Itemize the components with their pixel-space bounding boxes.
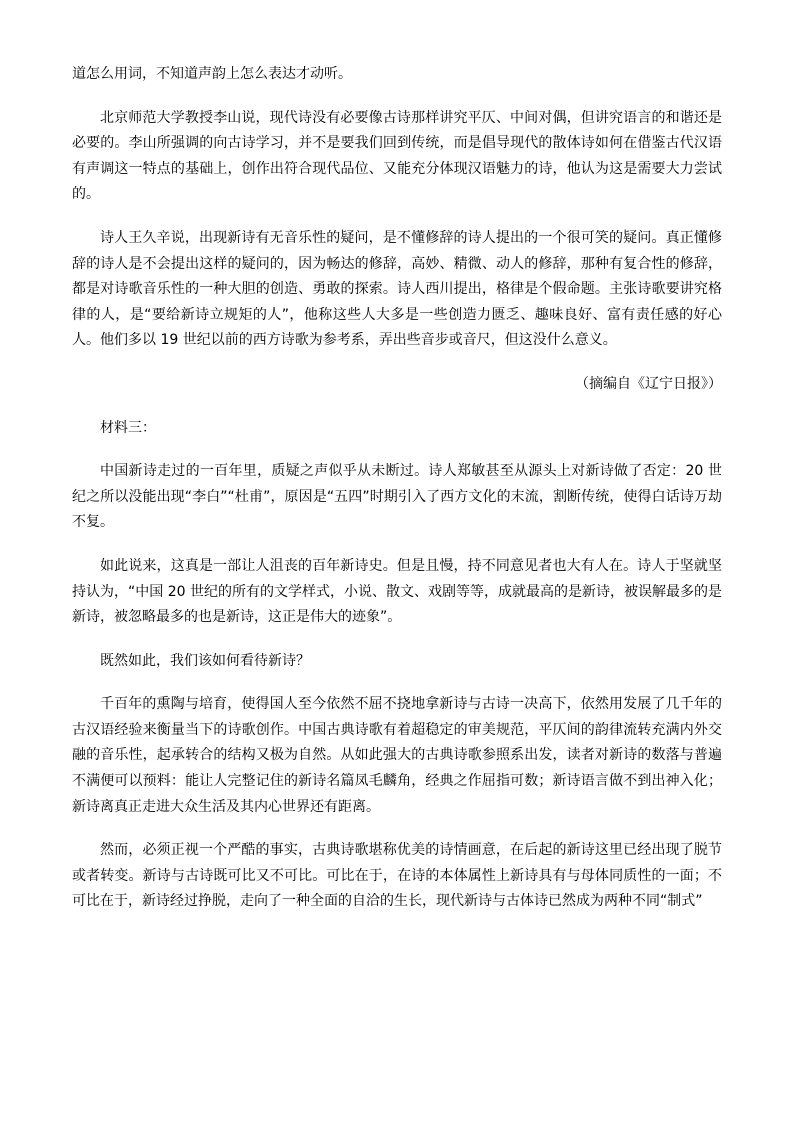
paragraph-yu-jian: 如此说来，这真是一部让人沮丧的百年新诗史。但是且慢，持不同意见者也大有人在。诗人于坚就坚持认为，“中国 20 世纪的所有的文学样式，小说、散文、戏剧等等，成就最高的是新诗，被误解最多的是新诗，被忽略最多的也是新诗，这正是伟大的迹象”。 bbox=[72, 557, 722, 626]
source-citation: （摘编自《辽宁日报》） bbox=[575, 375, 722, 392]
paragraph-new-poetry-form: 然而，必须正视一个严酷的事实，古典诗歌堪称优美的诗情画意，在后起的新诗这里已经出现了脱节或者转变。新诗与古诗既可比又不可比。可比在于，在诗的本体属性上新诗具有与母体同质性的一面；不可比在于，新诗经过挣脱，走向了一种全面的自洽的生长，现代新诗与古体诗已然成为两种不同“制式” bbox=[72, 842, 722, 910]
paragraph-li-shan: 北京师范大学教授李山说，现代诗没有必要像古诗那样讲究平仄、中间对偶，但讲究语言的和谐还是必要的。李山所强调的向古诗学习，并不是要我们回到传统，而是倡导现代的散体诗如何在借鉴古代汉语有声调这一特点的基础上，创作出符合现代品位、又能充分体现汉语魅力的诗，他认为这是需要大力尝试的。 bbox=[72, 109, 722, 203]
document-page bbox=[72, 62, 722, 933]
paragraph-wang-jiuxin: 诗人王久辛说，出现新诗有无音乐性的疑问，是不懂修辞的诗人提出的一个很可笑的疑问。真正懂修辞的诗人是不会提出这样的疑问的，因为畅达的修辞，高妙、精微、动人的修辞，那种有复合性的修辞，都是对诗歌音乐性的一种大胆的创造、勇敢的探索。诗人西川提出，格律是个假命题。主张诗歌要讲究格律的人，是“要给新诗立规矩的人”，他称这些人大多是一些创造力匮乏、趣味良好、富有责任感的好心人。他们多以 19 世纪以前的西方诗歌为参考系，弄出些音步或音尺，但这没什么意义。 bbox=[72, 229, 722, 349]
section-heading-material-three: 材料三： bbox=[100, 419, 156, 436]
paragraph-zheng-min: 中国新诗走过的一百年里，质疑之声似乎从未断过。诗人郑敏甚至从源头上对新诗做了否定：20 世纪之所以没能出现“李白”“杜甫”，原因是“五四”时期引入了西方文化的末流，割断传统，使得白话诗万劫不复。 bbox=[72, 463, 722, 531]
paragraph-continuation: 道怎么用词，不知道声韵上怎么表达才动听。 bbox=[72, 66, 352, 82]
paragraph-classical-comparison: 千百年的熏陶与培育，使得国人至今依然不屈不挠地拿新诗与古诗一决高下，依然用发展了几千年的古汉语经验来衡量当下的诗歌创作。中国古典诗歌有着超稳定的审美规范，平仄间的韵律流转充满内外交融的音乐性，起承转合的结构又极为自然。从如此强大的古典诗歌参照系出发，读者对新诗的数落与普遍不满便可以预料：能让人完整记住的新诗名篇凤毛麟角，经典之作屈指可数；新诗语言做不到出神入化；新诗离真正走进大众生活及其内心世界还有距离。 bbox=[72, 696, 722, 815]
paragraph-question: 既然如此，我们该如何看待新诗？ bbox=[100, 652, 310, 669]
